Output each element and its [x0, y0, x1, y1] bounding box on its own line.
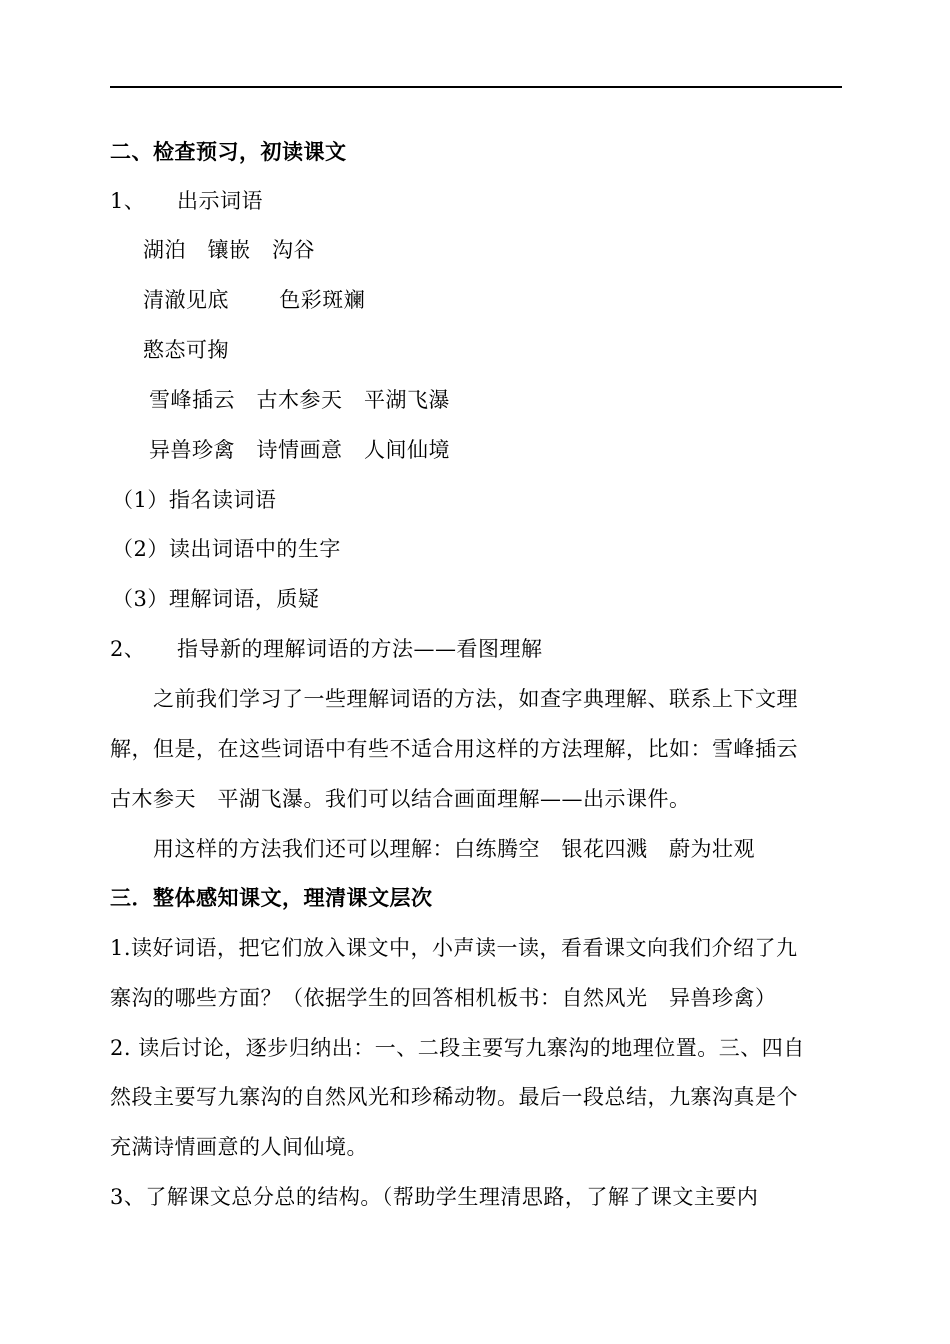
- word-list-line-2: 清澈见底 色彩斑斓: [143, 288, 366, 312]
- sub-item-1: （1）指名读词语: [112, 488, 277, 512]
- sub-item-3: （3）理解词语，质疑: [112, 587, 320, 611]
- paragraph-line-3: 古木参天 平湖飞瀑。我们可以结合画面理解——出示课件。: [110, 787, 691, 811]
- step-2-line-1: 2. 读后讨论，逐步归纳出：一、二段主要写九寨沟的地理位置。三、四自: [110, 1036, 805, 1060]
- item-1-title: 出示词语: [177, 189, 263, 213]
- section-heading-2: 二、检查预习，初读课文: [110, 139, 347, 164]
- item-2-number: 2、: [110, 637, 146, 661]
- paragraph-line-1: 之前我们学习了一些理解词语的方法，如查字典理解、联系上下文理: [153, 687, 798, 711]
- word-list-line-1: 湖泊 镶嵌 沟谷: [143, 238, 316, 262]
- paragraph-line-4: 用这样的方法我们还可以理解：白练腾空 银花四溅 蔚为壮观: [153, 837, 756, 861]
- header-rule: [110, 86, 842, 88]
- item-2-title: 指导新的理解词语的方法——看图理解: [177, 637, 543, 661]
- step-1-line-1: 1.读好词语，把它们放入课文中，小声读一读，看看课文向我们介绍了九: [110, 936, 798, 960]
- step-3-line-1: 3、了解课文总分总的结构。（帮助学生理清思路，了解了课文主要内: [110, 1185, 759, 1209]
- section-heading-3: 三．整体感知课文，理清课文层次: [110, 885, 433, 910]
- item-1-number: 1、: [110, 189, 146, 213]
- step-1-line-2: 寨沟的哪些方面？（依据学生的回答相机板书：自然风光 异兽珍禽）: [110, 986, 777, 1010]
- word-list-line-3: 憨态可掬: [143, 338, 229, 362]
- paragraph-line-2: 解，但是，在这些词语中有些不适合用这样的方法理解，比如：雪峰插云: [110, 737, 798, 761]
- word-list-line-4: 雪峰插云 古木参天 平湖飞瀑: [149, 388, 451, 412]
- word-list-line-5: 异兽珍禽 诗情画意 人间仙境: [149, 438, 451, 462]
- step-2-line-2: 然段主要写九寨沟的自然风光和珍稀动物。最后一段总结，九寨沟真是个: [110, 1085, 798, 1109]
- step-2-line-3: 充满诗情画意的人间仙境。: [110, 1135, 368, 1159]
- sub-item-2: （2）读出词语中的生字: [112, 537, 341, 561]
